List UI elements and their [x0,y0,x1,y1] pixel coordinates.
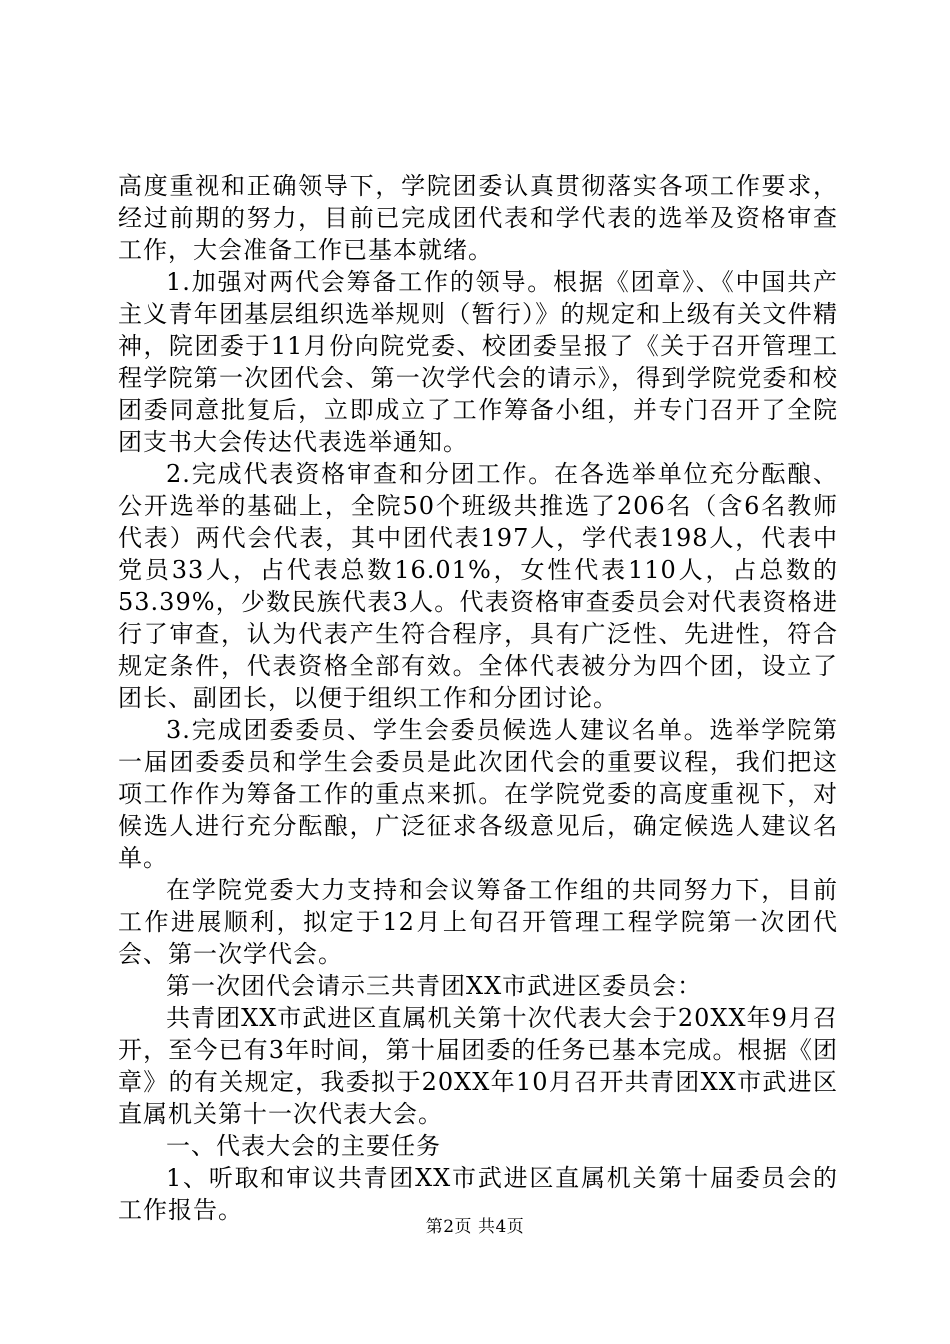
paragraph-item-3: 3.完成团委委员、学生会委员候选人建议名单。选举学院第一届团委委员和学生会委员是此次团代会的重要议程，我们把这项工作作为筹备工作的重点来抓。在学院党委的高度重视下，对候选人进行充分酝酿，广泛征求各级意见后，确定候选人建议名单。 [118,716,838,872]
paragraph-item-2: 2.完成代表资格审查和分团工作。在各选举单位充分酝酿、公开选举的基础上，全院50个班级共推选了206名（含6名教师代表）两代会代表，其中团代表197人，学代表198人，代表中党员33人，占代表总数16.01%，女性代表110人，占总数的53.39%，少数民族代表3人。代表资格审查委员会对代表资格进行了审查，认为代表产生符合程序，具有广泛性、先进性，符合规定条件，代表资格全部有效。全体代表被分为四个团，设立了团长、副团长，以便于组织工作和分团讨论。 [118,460,838,712]
paragraph-summary: 在学院党委大力支持和会议筹备工作组的共同努力下，目前工作进展顺利，拟定于12月上旬召开管理工程学院第一次团代会、第一次学代会。 [118,876,838,968]
paragraph-request-body: 共青团XX市武进区直属机关第十次代表大会于20XX年9月召开，至今已有3年时间，第十届团委的任务已基本完成。根据《团章》的有关规定，我委拟于20XX年10月召开共青团XX市武进区直属机关第十一次代表大会。 [118,1004,838,1128]
paragraph-heading-request: 第一次团代会请示三共青团XX市武进区委员会： [166,972,703,1000]
paragraph-continuation: 高度重视和正确领导下，学院团委认真贯彻落实各项工作要求，经过前期的努力，目前已完成团代表和学代表的选举及资格审查工作，大会准备工作已基本就绪。 [118,172,838,264]
paragraph-task-1: 1、听取和审议共青团XX市武进区直属机关第十届委员会的工作报告。 [118,1164,838,1224]
document-body [118,170,838,1226]
paragraph-item-1: 1.加强对两代会筹备工作的领导。根据《团章》、《中国共产主义青年团基层组织选举规则（暂行）》的规定和上级有关文件精神，院团委于11月份向院党委、校团委呈报了《关于召开管理工程学院第一次团代会、第一次学代会的请示》，得到学院党委和校团委同意批复后，立即成立了工作筹备小组，并专门召开了全院团支书大会传达代表选举通知。 [118,268,838,456]
section-heading-main-tasks: 一、代表大会的主要任务 [166,1132,441,1160]
page-number-footer: 第2页 共4页 [425,1217,525,1237]
